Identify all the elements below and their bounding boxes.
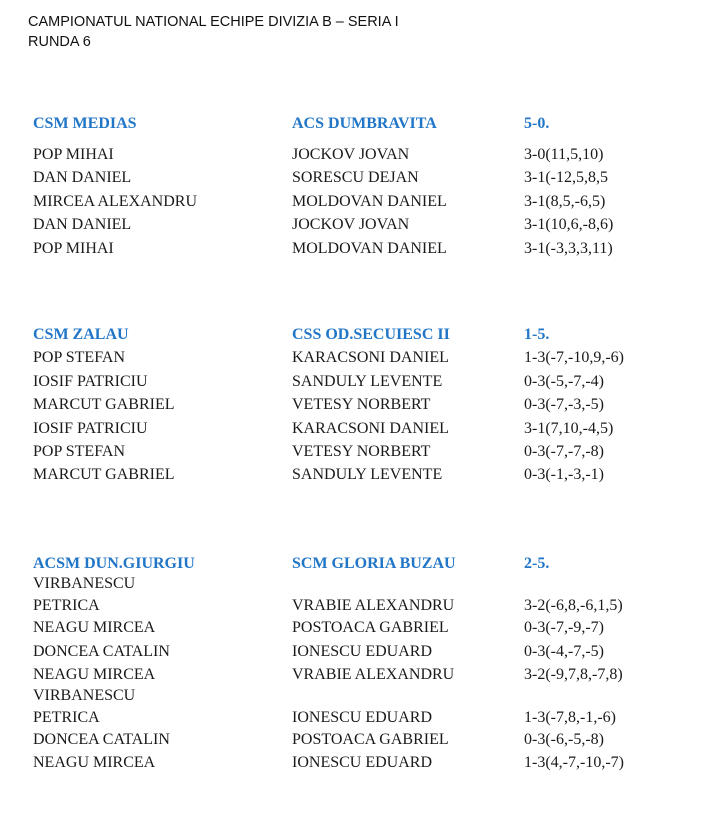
document-header: [28, 12, 399, 52]
game-result: 0-3(-6,-5,-8): [524, 730, 604, 748]
away-team: SCM GLORIA BUZAU: [292, 555, 456, 572]
home-team: CSM ZALAU: [33, 326, 129, 343]
away-player: IONESCU EDUARD: [292, 642, 432, 660]
game-result: 3-2(-6,8,-6,1,5): [524, 597, 623, 615]
match-header: [0, 552, 710, 575]
game-result: 1-3(-7,8,-1,-6): [524, 708, 616, 726]
home-player: IOSIF PATRICIU: [33, 419, 148, 437]
home-player: DAN DANIEL: [33, 216, 132, 234]
away-player: MOLDOVAN DANIEL: [292, 192, 447, 210]
game-row: [0, 463, 710, 486]
game-row: [0, 346, 710, 369]
home-player: DAN DANIEL: [33, 169, 132, 187]
away-player: VRABIE ALEXANDRU: [292, 597, 455, 615]
home-player-line: VIRBANESCU: [33, 686, 136, 704]
game-row: [0, 640, 710, 663]
game-row: [0, 237, 710, 260]
game-row: [0, 143, 710, 166]
home-player-line: VIRBANESCU: [33, 575, 136, 593]
home-player: MARCUT GABRIEL: [33, 466, 175, 484]
game-result: 0-3(-5,-7,-4): [524, 372, 604, 390]
match-score: 5-0.: [524, 115, 550, 132]
game-row: [0, 190, 710, 213]
home-player: MIRCEA ALEXANDRU: [33, 192, 198, 210]
home-player: [33, 685, 135, 729]
match-header: [0, 323, 710, 346]
away-player: VRABIE ALEXANDRU: [292, 666, 455, 684]
away-player: VETESY NORBERT: [292, 442, 431, 460]
match-score: 2-5.: [524, 555, 550, 572]
game-row: [0, 166, 710, 189]
home-player: NEAGU MIRCEA: [33, 619, 156, 637]
away-player: KARACSONI DANIEL: [292, 419, 449, 437]
game-row: [0, 393, 710, 416]
game-row: [0, 575, 710, 616]
home-player: POP STEFAN: [33, 349, 126, 367]
away-player: SORESCU DEJAN: [292, 169, 419, 187]
home-player: POP STEFAN: [33, 442, 126, 460]
game-row: [0, 663, 710, 686]
game-row: [0, 687, 710, 728]
match-block: [0, 111, 710, 260]
away-player: POSTOACA GABRIEL: [292, 730, 449, 748]
round-label: RUNDA 6: [28, 34, 91, 50]
home-player: NEAGU MIRCEA: [33, 753, 156, 771]
away-player: VETESY NORBERT: [292, 396, 431, 414]
home-player-line: PETRICA: [33, 597, 100, 615]
game-result: 3-1(-3,3,3,11): [524, 239, 613, 257]
game-row: [0, 616, 710, 639]
home-player: MARCUT GABRIEL: [33, 396, 175, 414]
away-player: IONESCU EDUARD: [292, 753, 432, 771]
game-result: 0-3(-7,-9,-7): [524, 619, 604, 637]
game-result: 3-1(-12,5,8,5: [524, 169, 608, 187]
away-player: SANDULY LEVENTE: [292, 372, 443, 390]
away-player: IONESCU EDUARD: [292, 708, 432, 726]
away-team: CSS OD.SECUIESC II: [292, 326, 450, 343]
championship-title: CAMPIONATUL NATIONAL ECHIPE DIVIZIA B – SERIA I: [28, 14, 399, 30]
home-player: [33, 573, 135, 617]
away-player: POSTOACA GABRIEL: [292, 619, 449, 637]
game-result: 3-0(11,5,10): [524, 146, 604, 163]
home-player: DONCEA CATALIN: [33, 642, 170, 660]
home-team: ACSM DUN.GIURGIU: [33, 555, 195, 572]
game-row: [0, 417, 710, 440]
away-player: KARACSONI DANIEL: [292, 349, 449, 367]
game-result: 0-3(-4,-7,-5): [524, 642, 604, 660]
match-block: [0, 323, 710, 487]
game-result: 0-3(-1,-3,-1): [524, 466, 604, 484]
game-row: [0, 440, 710, 463]
away-player: SANDULY LEVENTE: [292, 466, 443, 484]
away-player: JOCKOV JOVAN: [292, 216, 410, 234]
game-row: [0, 213, 710, 236]
away-player: JOCKOV JOVAN: [292, 146, 410, 163]
game-result: 3-1(7,10,-4,5): [524, 419, 614, 437]
game-result: 3-1(8,5,-6,5): [524, 192, 606, 210]
home-team: CSM MEDIAS: [33, 115, 137, 132]
match-header: [0, 111, 710, 137]
game-row: [0, 751, 710, 774]
game-row: [0, 370, 710, 393]
match-block: [0, 552, 710, 774]
away-player: MOLDOVAN DANIEL: [292, 239, 447, 257]
home-player: NEAGU MIRCEA: [33, 666, 156, 684]
game-result: 1-3(4,-7,-10,-7): [524, 753, 624, 771]
home-player-line: PETRICA: [33, 708, 100, 726]
away-team: ACS DUMBRAVITA: [292, 115, 437, 132]
game-result: 3-1(10,6,-8,6): [524, 216, 614, 234]
home-player: POP MIHAI: [33, 239, 114, 257]
home-player: DONCEA CATALIN: [33, 730, 170, 748]
game-row: [0, 728, 710, 751]
game-result: 0-3(-7,-7,-8): [524, 442, 604, 460]
game-result: 3-2(-9,7,8,-7,8): [524, 666, 623, 684]
match-score: 1-5.: [524, 326, 550, 343]
home-player: POP MIHAI: [33, 146, 114, 163]
game-result: 1-3(-7,-10,9,-6): [524, 349, 624, 367]
game-result: 0-3(-7,-3,-5): [524, 396, 604, 414]
home-player: IOSIF PATRICIU: [33, 372, 148, 390]
